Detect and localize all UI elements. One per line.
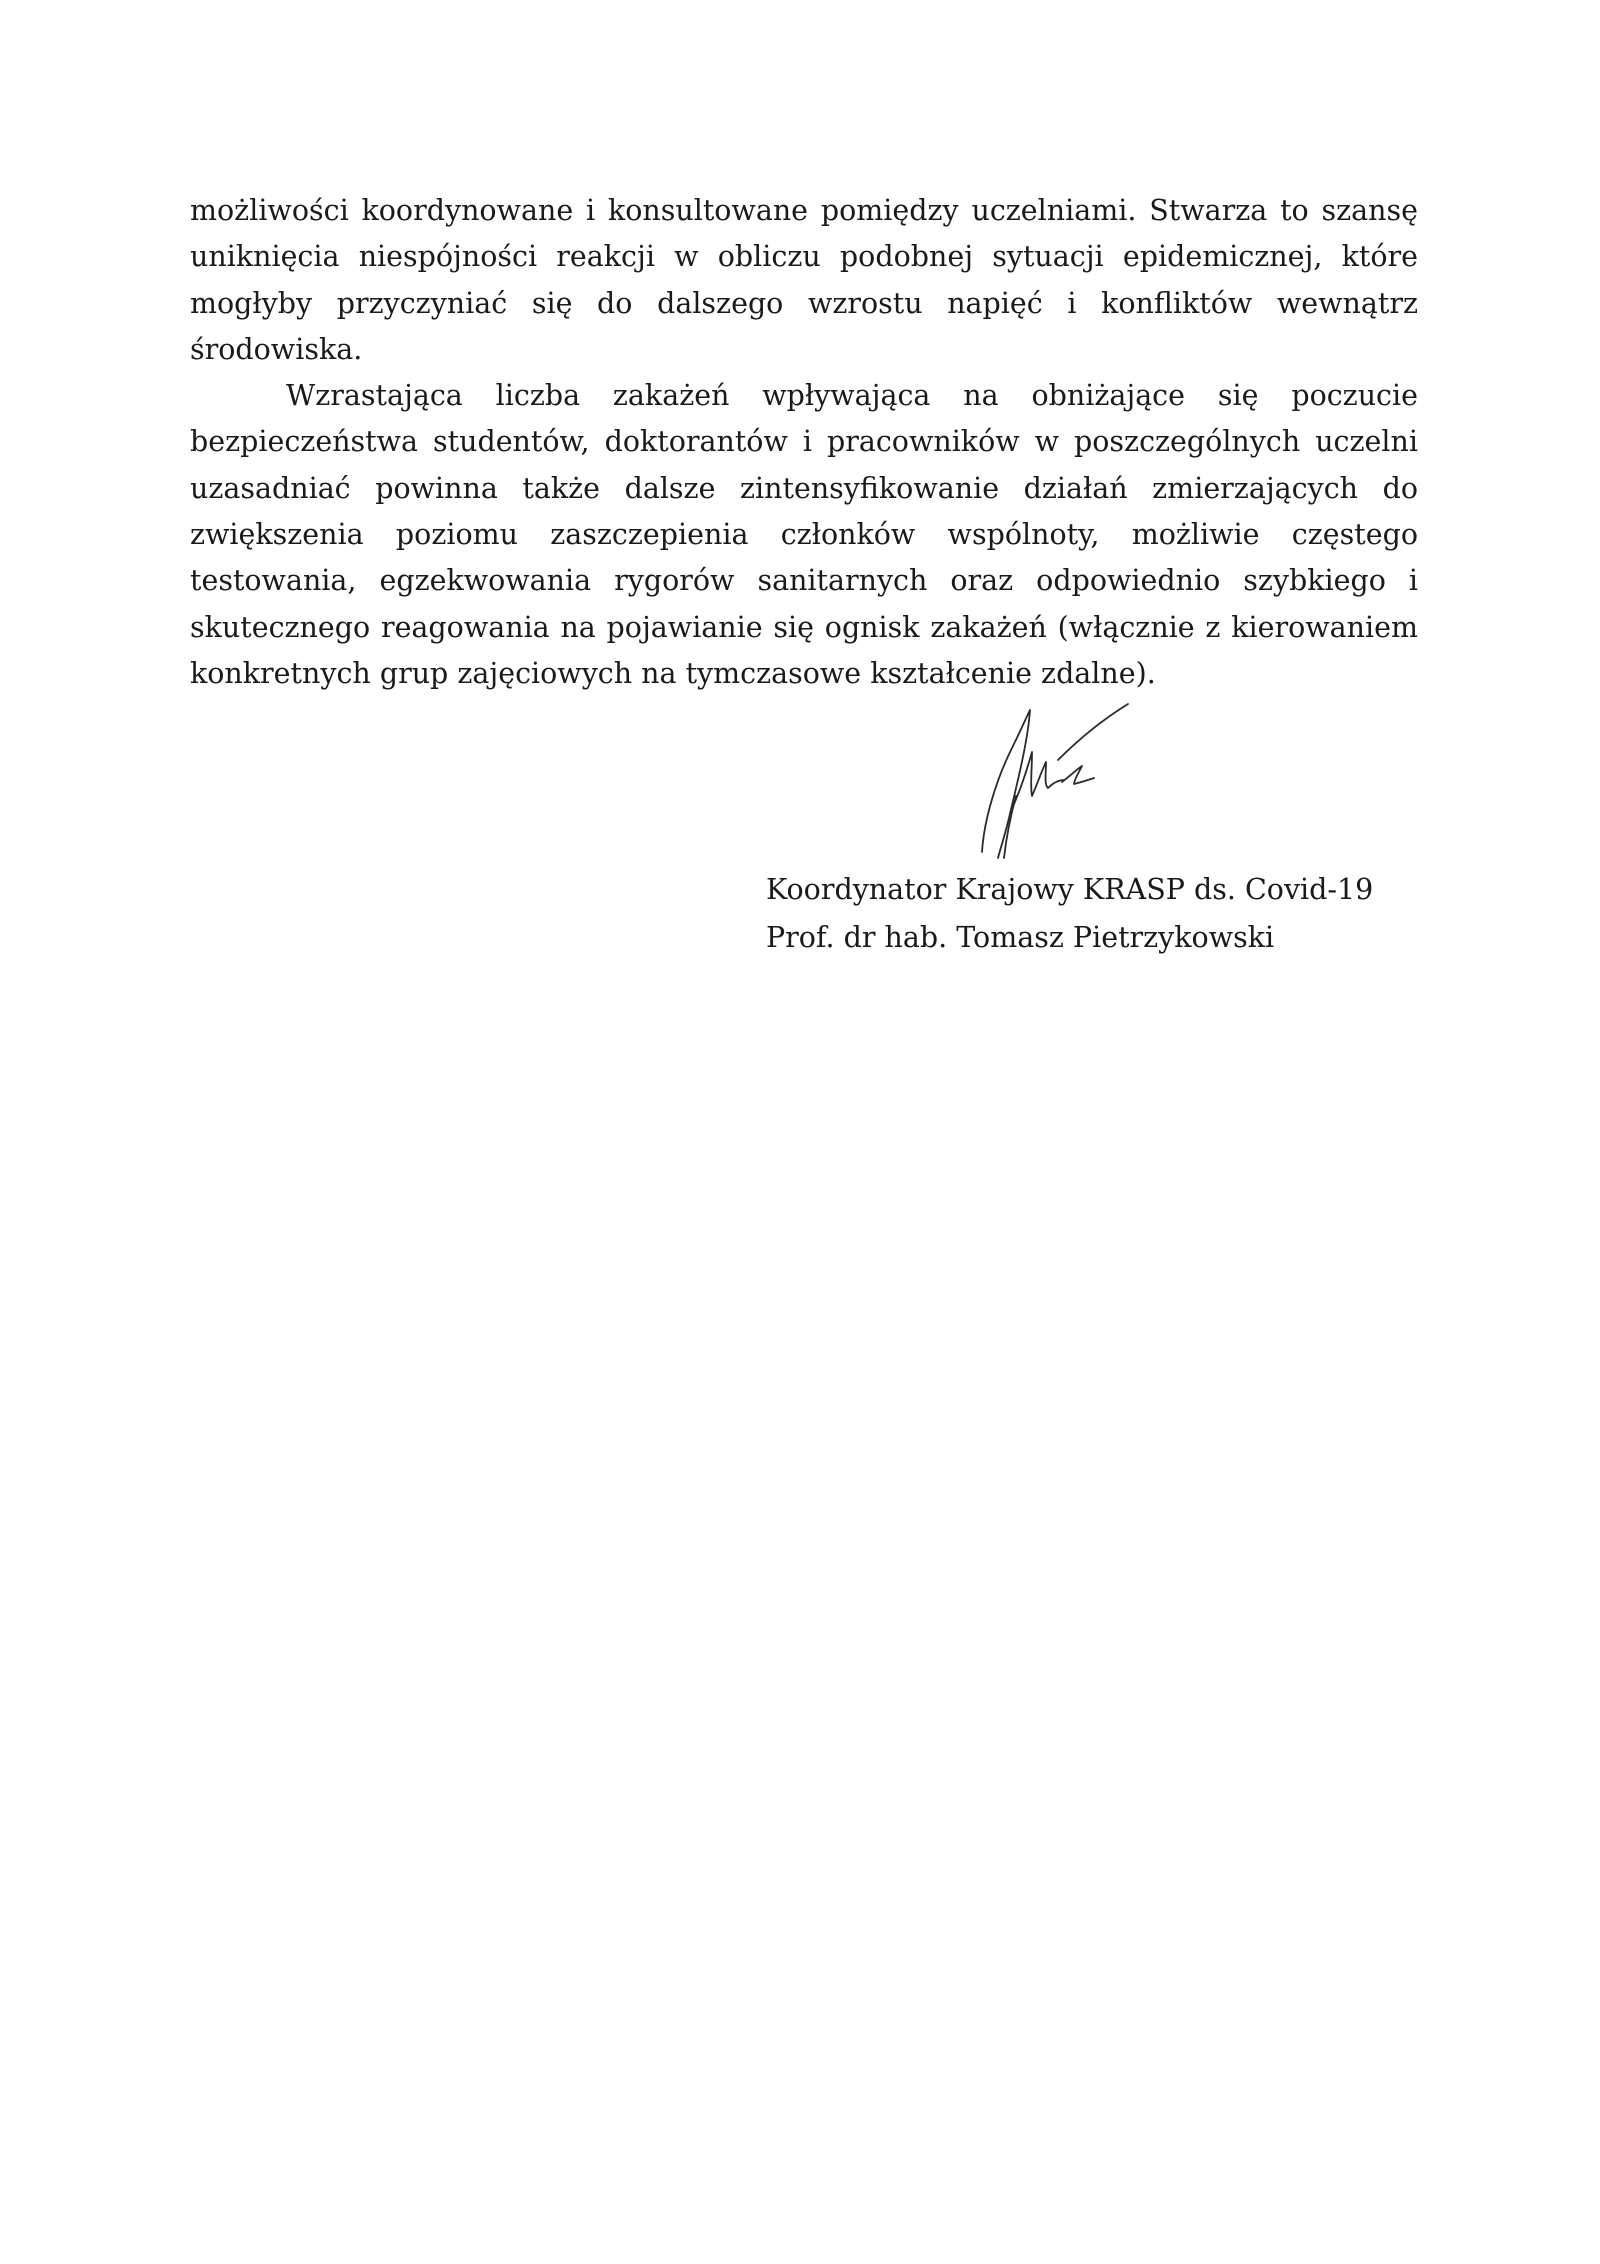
letter-body — [190, 188, 1418, 697]
signatory-name: Prof. dr hab. Tomasz Pietrzykowski — [766, 921, 1275, 954]
signatory — [766, 866, 1373, 962]
paragraph-continuation: możliwości koordynowane i konsultowane pomiędzy uczelniami. Stwarza to szansę uniknięcia niespójności reakcji w obliczu podobnej sytuacji epidemicznej, które mogłyby przyczyniać się do dalszego wzrostu napięć i konfliktów wewnątrz środowiska. — [190, 194, 1418, 366]
paragraph-infections: Wzrastająca liczba zakażeń wpływająca na obniżające się poczucie bezpieczeństwa studentów, doktorantów i pracowników w poszczególnych uczelni uzasadniać powinna także dalsze zintensyfikowanie działań zmierzających do zwiększenia poziomu zaszczepienia członków wspólnoty, możliwie częstego testowania, egzekwowania rygorów sanitarnych oraz odpowiednio szybkiego i skutecznego reagowania na pojawianie się ognisk zakażeń (włącznie z kierowaniem konkretnych grup zajęciowych na tymczasowe kształcenie zdalne). — [190, 379, 1418, 690]
signatory-title: Koordynator Krajowy KRASP ds. Covid-19 — [766, 873, 1374, 906]
handwritten-signature-icon — [978, 700, 1148, 870]
